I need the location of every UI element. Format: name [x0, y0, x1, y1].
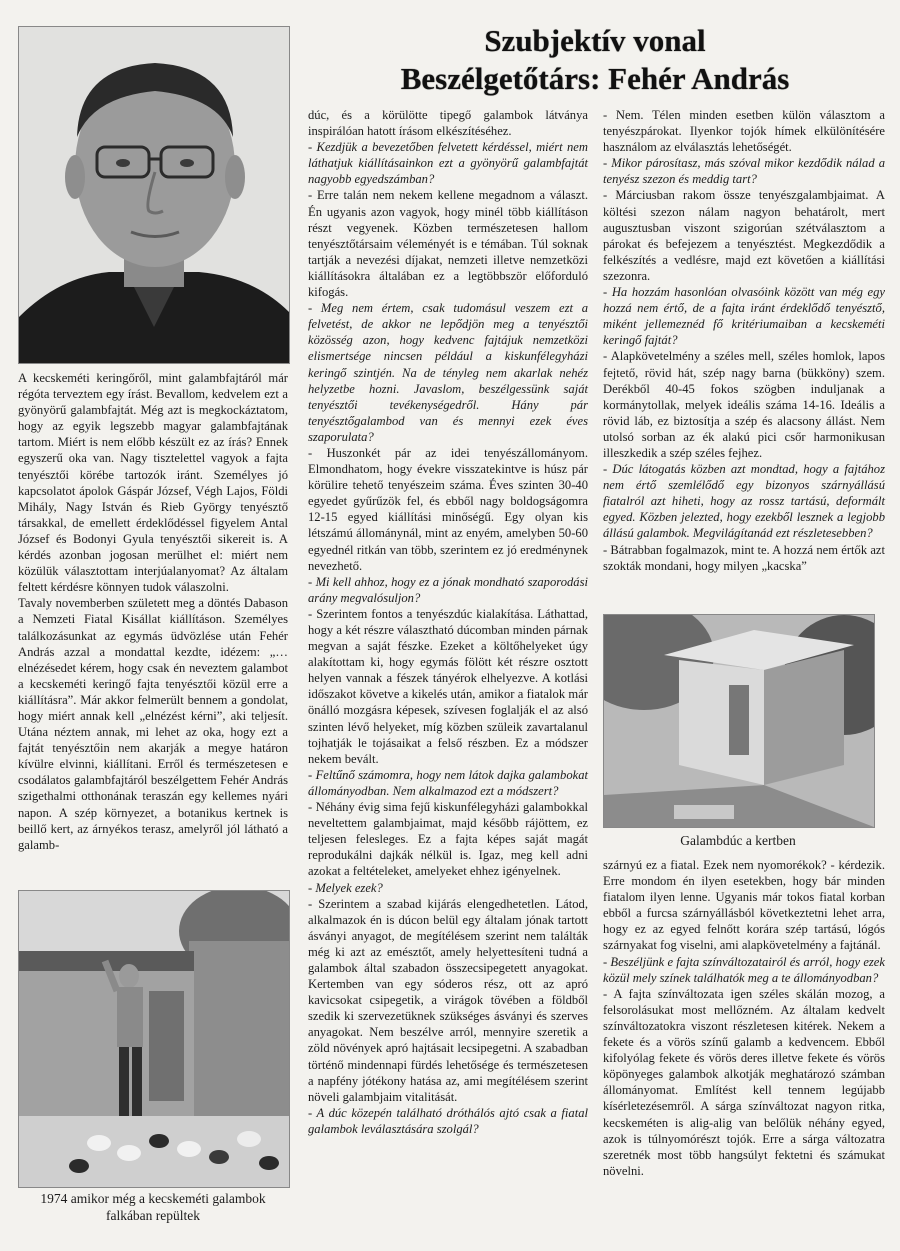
portrait-photo [18, 26, 290, 364]
interview-question: - Beszéljünk e fajta színváltozatairól és arról, hogy ezek közül mely színek találhatók meg a te állományodban? [603, 954, 885, 985]
loft-photo [603, 614, 875, 828]
interview-question: - Dúc látogatás közben azt mondtad, hogy a fajtához nem értő szemlélődő egy bizonyos szárnyállású fiatalról azt hiheti, hogy az rossz tartású, deformált egyed. Közben jelezted, hogy ezekből lesznek a legjobb állású galambok. Megvilágítanád ezt részletesebben? [603, 462, 885, 541]
interview-answer: szárnyú ez a fiatal. Ezek nem nyomorékok? - kérdezik. Erre mondom én ilyen esetekben, hogy bár minden fiatalom ilyen lenne. Ugyanis már tokos fiatal korban ebből a furcsa szárnyállásból következtetni lehet arra, hogy ez az egyed felnőtt korára szép tartású, lógós szárnyakat fog viselni, ami alapkövetelmény a fajtánál. [603, 858, 885, 953]
article-title [300, 22, 890, 98]
interview-answer: - A fajta színváltozata igen széles skálán mozog, a felsorolásukat most mellőzném. Az általam kedvelt színváltozatokra viszont részletesen kitérek. Nekem a fekete és a vörös színű galamb a kedvencem. Ebből kifolyólag fekete és vörös deres illetve fekete és vörös köpönyeges galambok alkotják meghatározó számban állományomat. Említést kell tennem legújabb kísérletezésemről. A sárga színváltozat nagyon ritka, kecskeméten is alig-alig van belőlük néhány egyed, azok is túlnyomórészt tojók. Erre a sárga változatra szeretnék most több hangsúlyt fektetni és számukat növelni. [603, 986, 885, 1178]
interview-answer: - Huszonkét pár az idei tenyészállományom. Elmondhatom, hogy évekre visszatekintve is húsz pár körülire tehető tenyészeim száma. Éves szinten 30-40 egyedet gyűrűzök fel, és ebből nagy boldogságomra 12-15 egyed kiállítási minőségű. Egy olyan kis létszámú állománynál, mint az enyém, amelyben 50-60 egyednél ritkán van több, szerintem ez jó eredménynek nevezhető. [308, 445, 588, 573]
interview-answer: - Néhány évig sima fejű kiskunfélegyházi galambokkal neveltettem galambjaimat, majd később rájöttem, ez teljesen felesleges. Ez a fajta képes saját magát reprodukálni dajkák nélkül is. Igaz, meg kell adni azokat a feltételeket, amelyeket ehhez igényelnek. [308, 800, 588, 879]
loft-photo-caption: Galambdúc a kertben [680, 833, 796, 848]
interview-answer: - Bátrabban fogalmazok, mint te. A hozzá nem értők azt szokták mondani, hogy milyen „kacska” [603, 542, 885, 573]
title-line-2: Beszélgetőtárs: Fehér András [400, 61, 790, 96]
pigeons-photo [18, 890, 290, 1188]
column-1-text [18, 370, 288, 853]
interview-question: - Ha hozzám hasonlóan olvasóink között van még egy hozzá nem értő, de a fajta iránt érdeklődő tenyésztő, miként jellemeznéd fő kritériumaiban a kecskeméti keringő fajtát? [603, 285, 885, 348]
interview-answer: - Alapkövetelmény a széles mell, széles homlok, lapos fejtető, rövid hát, szép nagy barna (bükköny) szem. Derékből 40-45 fokos szögben induljanak a kormánytollak, melyek ideális száma 14-16. Ideális a rövid láb, ez biztosítja a szép és alacsony állást. Nem utolsó sorban az ék alakú pici csőr harmonikusan illeszkedik a szép széles fejhez. [603, 349, 885, 460]
interview-question: - Melyek ezek? [308, 880, 383, 895]
paragraph: Tavaly novemberben született meg a döntés Dabason a Nemzeti Fiatal Kisállat kiállításon. Személyes találkozásunkat az egymás üdvözlése után Fehér András azzal a mondattal kezdte, idézem: „… elnézésedet kérem, hogy csak én neveztem galambot a kecskeméti keringő fajta tenyésztői közül erre a kiállításra”. Már akkor felmerült bennem a gondolat, hogy miért annak kell „elnézést kérni”, aki teljesít. Utána néztem annak, mi lehet az oka, hogy ezt a fajtát tenyésztőin nem akarják a megye határon kívülre elvinni, kiállítani. Erről és természetesen e csodálatos galambfajtáról beszélgettem Fehér András szigethalmi otthonának teraszán egy kellemes nyári napon. A szép környezet, a botanikus kertnek is beillő kert, az árnyékos terasz, amelyről jól látható a galamb- [18, 596, 288, 852]
title-line-1: Szubjektív vonal [484, 23, 706, 58]
interview-answer: - Erre talán nem nekem kellene megadnom a választ. Én ugyanis azon vagyok, hogy minél több kiállításon részt vegyenek. Közben természetesen hallom tenyésztőtársaim véleményét is e témában. Túl soknak tartják a nevezési díjakat, nemzeti illetve nemzetközi kiállításokra általában ez a legtöbbször előforduló kifogás. [308, 188, 588, 300]
interview-question: - Mikor párosítasz, más szóval mikor kezdődik nálad a tenyész szezon és meddig tart? [603, 156, 885, 187]
interview-answer: - Nem. Télen minden esetben külön választom a tenyészpárokat. Ilyenkor tojók hímek elkülönítésére használom az elválasztás lehetőségét. [603, 108, 885, 155]
interview-question: - Feltűnő számomra, hogy nem látok dajka galambokat állományodban. Nem alkalmazod ezt a módszert? [308, 767, 588, 798]
interview-answer: - Márciusban rakom össze tenyészgalambjaimat. A költési szezon nálam nagyon behatárolt, mert augusztusban viszont szigorúan szétválasztom a párokat és befejezem a tenyésztést. Megkezdődik a felkészítés a vedlésre, majd ezt követően a kiállítási szezonra. [603, 188, 885, 283]
interview-question: - Meg nem értem, csak tudomásul veszem ezt a felvetést, de akkor ne lepődjön meg a tenyésztői közösség azon, hogy kedvenc fajtájuk nemzetközi elismertsége nincsen például a kiskunfélegyházi keringő szintjén. Na de tényleg nem akarlak nehéz helyzetbe hozni. Javaslom, beszélgessünk saját tenyésztői tevékenységedről. Hány pár tenyésztőgalambod van és mennyi ezek éves szaporulata? [308, 301, 588, 444]
interview-answer: - Szerintem a szabad kijárás elengedhetetlen. Látod, alkalmazok én is dúcon belül egy általam jónak tartott ásványi anyagot, de megítélésem szerint nem találták még ki azt az emésztőt, amely helyettesíteni tudná a galambok által szabadon összecsipegetett anyagokat. Kertemben van egy sóderos rész, ott az apró kavicsokat csipegetik, a virágok tövében a földből szedik ki szervezetüknek szükséges ásványi és szerves anyagokat. Nem beszélve arról, mennyire szeretik a zöld növények apró hajtásait lecsipegetni. A szabadban történő mindennapi fürdés lehetősége és természetesen a napfény jótékony hatása az, ami megítélésem szerint növeli galambjaim vitalitását. [308, 896, 588, 1104]
interview-question: - A dúc közepén található dróthálós ajtó csak a fiatal galambok leválasztására szolgál? [308, 1105, 588, 1136]
interview-answer: dúc, és a körülötte tipegő galambok látványa inspirálóan hatott írásom elkészítéséhez. [308, 108, 588, 139]
column-3-bottom-text [603, 857, 885, 1179]
pigeons-photo-caption: 1974 amikor még a kecskeméti galambok falkában repültek [40, 1191, 266, 1223]
paragraph: A kecskeméti keringőről, mint galambfajtáról már régóta terveztem egy írást. Bevallom, kedvelem ezt a gyönyörű galambfajtát. Még azt is megkockáztatom, hogy az egyik legszebb magyar galambfajtának tartom. Miért is nem előbb készült ez az írás? Ennek egyszerű oka van. Nagy tisztelettel vagyok a fajta tenyésztői körébe tartozók iránt. Személyes jó kapcsolatot ápolok Gáspár József, Végh Lajos, Földi Mihály, Nagy István és Rieb György tenyésztő társakkal, de emellett érdeklődéssel figyelem Antal József és Bodonyi Gyula tenyésztői sikereit is. A kérdés azonban jogosan merülhet el: miért nem közülük választottam interjúalanyomat? Az általam feltett kérdésre könnyen tudok válaszolni. [18, 371, 288, 595]
interview-question: - Mi kell ahhoz, hogy ez a jónak mondható szaporodási arány megvalósuljon? [308, 574, 588, 605]
column-3-top-text [603, 107, 885, 574]
interview-answer: - Szerintem fontos a tenyészdúc kialakítása. Láthattad, hogy a két részre választható dúcomban minden párnak megvan a saját fészke. Ezeket a költőhelyeket úgy alakítottam ki, hogy egymás fölött két részre osztott helyen vannak a fészek tányérok elhelyezve. A kotlási időszakot követve a kikelés után, amikor a fiatalok már önálló mozgásra képesek, szívesen foglalják el az alsó szinten lévő helyeket, míg közben szüleik zavartalanul tojhatják le tojásaikat a felső részben. Ez a módszer nekem bevált. [308, 606, 588, 766]
column-2-text [308, 107, 588, 1137]
interview-question: - Kezdjük a bevezetőben felvetett kérdéssel, miért nem láthatjuk kiállításainkon ezt a gyönyörű galambfajtát nagyobb egyedszámban? [308, 140, 588, 187]
